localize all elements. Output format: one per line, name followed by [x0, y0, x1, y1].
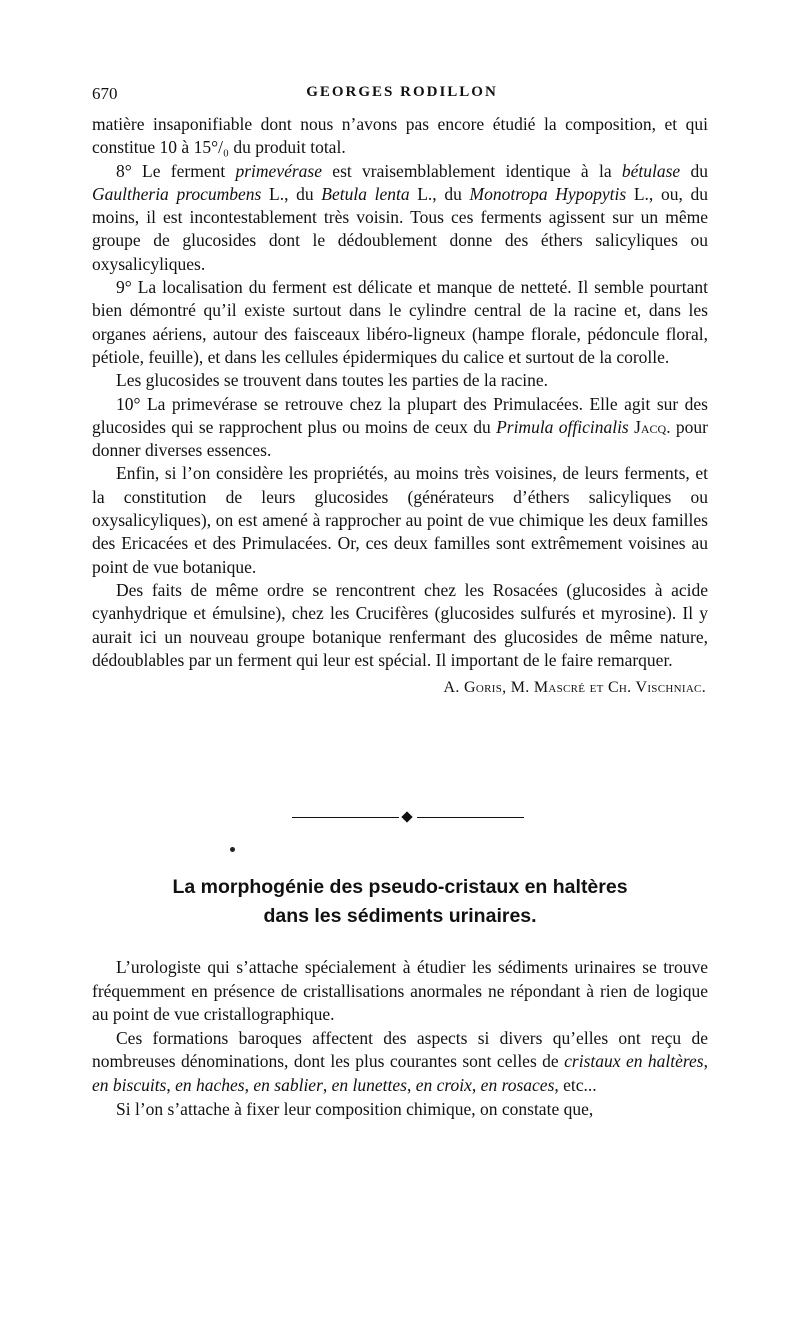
- article-title: [92, 873, 708, 931]
- text-run: ,: [322, 1074, 332, 1095]
- text-run: ,: [703, 1051, 708, 1072]
- paragraph-point-9: 9° La localisation du ferment est délicate et manque de netteté. Il semble pourtant bien démontré qu’il existe surtout dans le cylindre central de la racine et, dans les organes aériens, autour des faisceaux libéro-ligneux (hampe florale, pédoncule floral, pétiole, feuille), et dans les cellules épidermiques du calice et surtout de la corolle.: [92, 277, 708, 367]
- italic-term: en biscuits: [92, 1074, 167, 1095]
- text-run: ,: [406, 1074, 416, 1095]
- text-run: Ces formations baroques affectent des aspects si divers qu’elles ont reçu de nombreuses dénominations, dont les plus courantes sont celles de: [92, 1027, 708, 1072]
- text-run: pour donner diverses essences.: [92, 416, 708, 461]
- article-title-line-1: La morphogénie des pseudo-cristaux en haltères: [172, 876, 628, 898]
- author-signature: A. Goris, M. Mascré et Ch. Vischniac.: [443, 679, 706, 697]
- diamond-ornament-icon: [401, 811, 412, 822]
- paragraph-enfin: Enfin, si l’on considère les propriétés, au moins très voisines, de leurs ferments, et la constitution de leurs glucosides (générateurs d’éthers salicyliques ou oxysalicyliques), on est amené à rapprocher au point de vue chimique les deux familles des Ericacées et des Primulacées. Or, ces deux familles sont extrêmement voisines au point de vue botanique.: [92, 463, 708, 577]
- italic-term: cristaux en haltères: [564, 1051, 704, 1072]
- italic-species: Primula officinalis: [496, 416, 629, 437]
- italic-term: primevérase: [235, 160, 323, 181]
- italic-term: en croix: [415, 1074, 472, 1095]
- paragraph-point-10: [92, 393, 708, 463]
- text-run: L., du: [261, 183, 322, 204]
- article-title-line-2: dans les sédiments urinaires.: [263, 905, 537, 927]
- paragraph-urologiste: L’urologiste qui s’attache spécialement à étudier les sédiments urinaires se trouve fréquemment en présence de cristallisations anormales ne répondant à rien de logique au point de vue cristallographique.: [92, 957, 708, 1025]
- text-run: L., ou, du moins, il est incontestablement très voisin. Tous ces ferments agissent sur un même groupe de glucosides dont le dédoublement donne des éthers salicyliques ou oxysalicyliques.: [92, 183, 708, 274]
- italic-species: Gaultheria procumbens: [92, 183, 262, 204]
- italic-term: en haches: [175, 1074, 245, 1095]
- text-run: 10° La primevérase se retrouve chez la plupart des Primulacées. Elle agit sur des glucosides qui se rapprochent plus ou moins de ceux du: [92, 393, 708, 437]
- author-abbrev: Jacq.: [628, 416, 671, 437]
- paragraph-glucosides: Les glucosides se trouvent dans toutes les parties de la racine.: [116, 370, 549, 391]
- text-run: 8° Le ferment: [116, 160, 236, 181]
- separator-line-right: [417, 817, 524, 818]
- section-separator: [292, 811, 524, 823]
- italic-species: Monotropa Hypopytis: [469, 183, 627, 204]
- separator-line-left: [292, 817, 399, 818]
- text-run: est vraisemblablement identique à la: [322, 160, 622, 181]
- italic-species: Betula lenta: [321, 183, 410, 204]
- text-run: ,: [244, 1074, 254, 1095]
- paragraph-formations: [92, 1027, 708, 1098]
- page-header: [92, 78, 712, 106]
- article-2-body: [92, 956, 708, 1121]
- paragraph-composition: Si l’on s’attache à fixer leur composition chimique, on constate que,: [116, 1098, 594, 1119]
- article-body: [92, 113, 708, 699]
- italic-term: en rosaces: [480, 1074, 555, 1095]
- italic-term: en lunettes: [331, 1074, 407, 1095]
- paragraph-continued: matière insaponifiable dont nous n’avons pas encore étudié la composition, et qui constitue 10 à 15°/₀ du produit total.: [92, 114, 708, 158]
- paragraph-des-faits: Des faits de même ordre se rencontrent chez les Rosacées (glucosides à acide cyanhydrique et émulsine), chez les Crucifères (glucosides sulfurés et myrosine). Il y aurait ici un nouveau groupe botanique renfermant des glucosides de même nature, dédoublables par un ferment qui leur est spécial. Il important de le faire remarquer.: [92, 579, 708, 670]
- paragraph-point-8: [92, 160, 708, 276]
- text-run: du: [680, 160, 708, 181]
- text-run: ,: [166, 1074, 176, 1095]
- italic-term: bétulase: [621, 160, 681, 181]
- text-run: L., du: [409, 183, 470, 204]
- italic-term: en sablier: [253, 1074, 323, 1095]
- text-run: , etc...: [554, 1074, 597, 1095]
- running-head: GEORGES RODILLON: [306, 84, 498, 100]
- ink-dot-mark: [230, 847, 235, 852]
- page-number: 670: [92, 84, 118, 103]
- text-run: ,: [471, 1074, 481, 1095]
